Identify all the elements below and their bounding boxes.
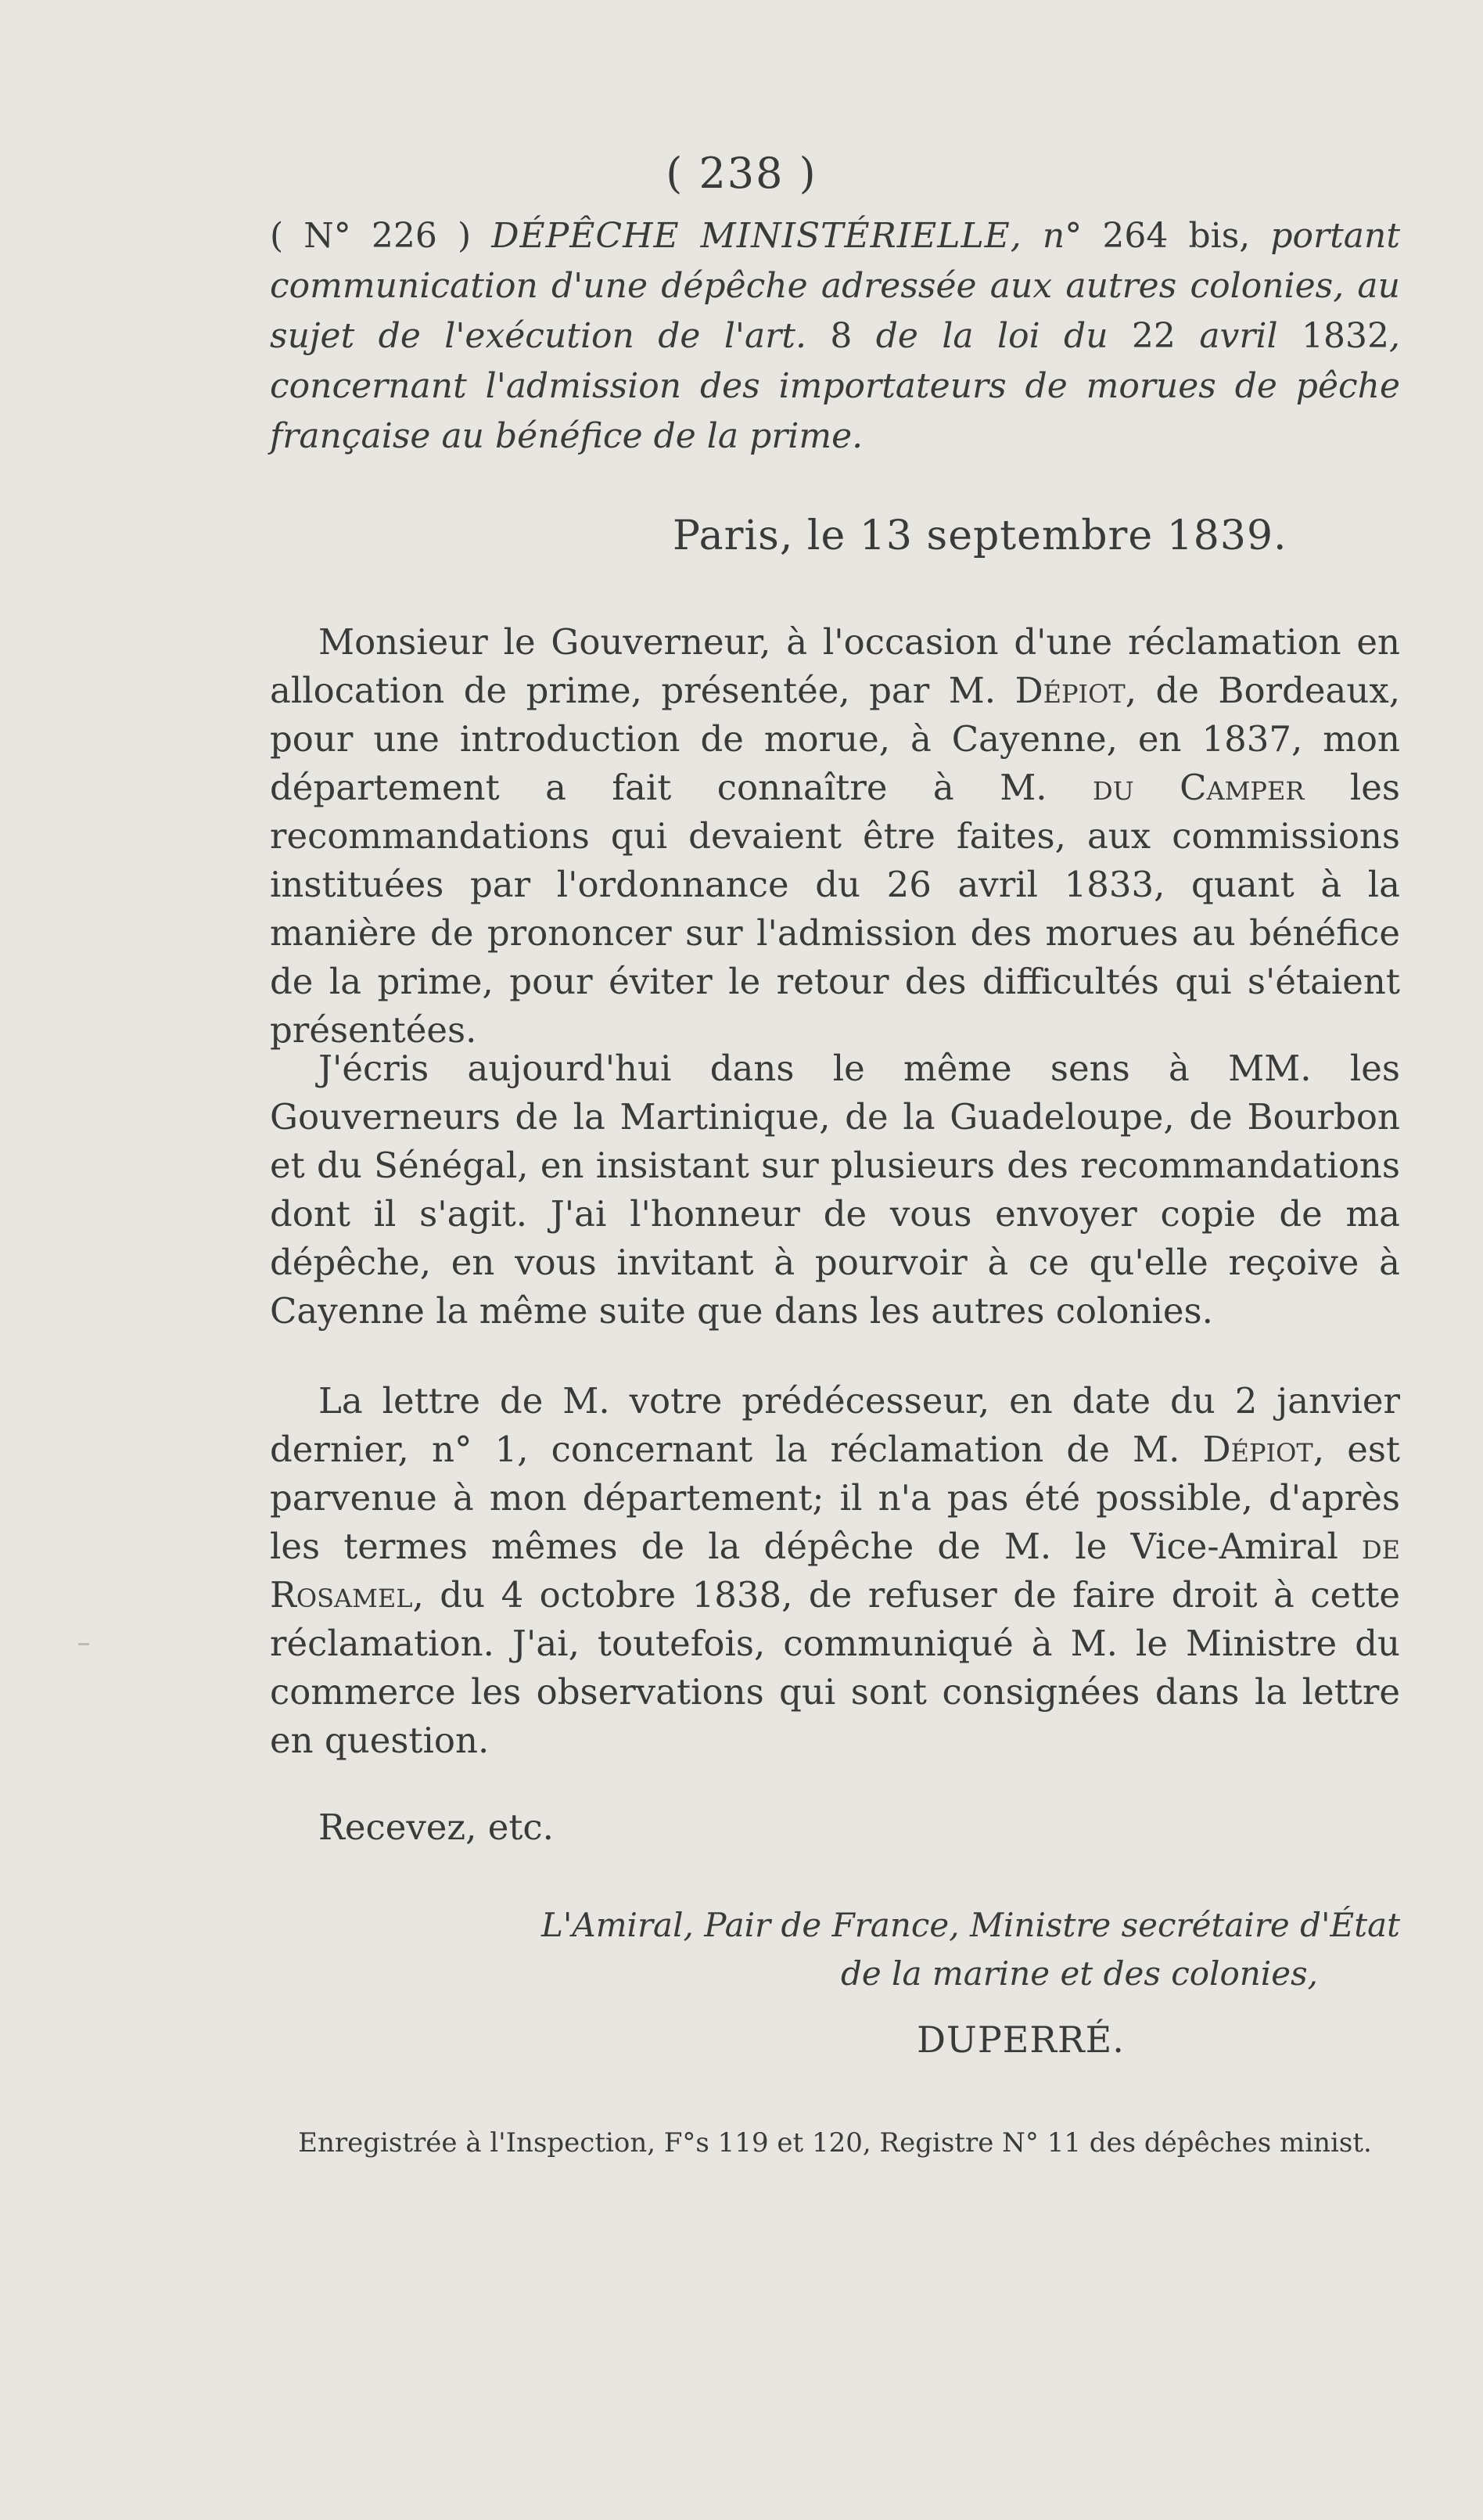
p3-text-c: , du 4 octobre 1838, de refuser de faire droit à cette réclamation. J'ai, toutefois, communiqué à M. le Ministre du commerce les observations qui sont consignées dans la lettre en question. [270,1574,1400,1761]
paragraph-1 [270,618,1400,1055]
margin-mark [78,1643,89,1645]
registration-note: Enregistrée à l'Inspection, F°s 119 et 120, Registre N° 11 des dépêches minist. [298,2127,1372,2159]
dispatch-heading [270,211,1400,462]
p1-text-c: les recommandations qui devaient être faites, aux commissions instituées par l'ordonnance du 26 avril 1833, quant à la manière de prononcer sur l'admission des morues au bénéfice de la prime, pour éviter le retour des difficultés qui s'étaient présentées. [270,767,1400,1051]
p1-text-a: Monsieur le Gouverneur, à l'occasion d'une réclamation en allocation de prime, présentée, par M. [270,621,1400,711]
law-day: 22 [1131,316,1176,356]
paragraph-3 [270,1377,1400,1765]
p1-text-b: , de Bordeaux, pour une introduction de morue, à Cayenne, en 1837, mon département a fait connaître à M. [270,670,1401,808]
heading-text-3: avril [1199,316,1278,356]
page-number: ( 238 ) [666,149,817,198]
ref-number: 264 bis, [1102,216,1251,256]
signatory-title-line-2: de la marine et des colonies, [840,1954,1318,1993]
heading-text: portant communication d'une dépêche adressée aux autres colonies, au sujet de l'exécution de l'art. [270,216,1401,356]
dispatch-number: ( N° 226 ) [270,216,472,256]
person-name-depiot-2: Dépiot [1202,1429,1313,1470]
signatory-name: DUPERRÉ. [917,2019,1125,2061]
person-name-de-rosamel: de Rosamel [270,1526,1400,1616]
dateline: Paris, le 13 septembre 1839. [673,512,1287,559]
article-number: 8 [830,316,853,356]
person-name-du-camper: du Camper [1093,767,1305,808]
p3-text-b: , est parvenue à mon département; il n'a pas été possible, d'après les termes mêmes de la dépêche de M. le Vice-Amiral [270,1429,1401,1567]
p3-text-a: La lettre de M. votre prédécesseur, en date du 2 janvier dernier, n° 1, concernant la réclamation de M. [270,1380,1400,1470]
heading-text-2: de la loi du [875,316,1108,356]
law-year: 1832 [1301,316,1389,356]
person-name-depiot: Dépiot [1014,670,1126,711]
paragraph-2: J'écris aujourd'hui dans le même sens à MM. les Gouverneurs de la Martinique, de la Guadeloupe, de Bourbon et du Sénégal, en insistant sur plusieurs des recommandations dont il s'agit. J'ai l'honneur de vous envoyer copie de ma dépêche, en vous invitant à pourvoir à ce qu'elle reçoive à Cayenne la même suite que dans les autres colonies. [270,1048,1400,1332]
signatory-title-line-1: L'Amiral, Pair de France, Ministre secrétaire d'État [540,1906,1400,1944]
dispatch-title: DÉPÊCHE MINISTÉRIELLE, [491,216,1022,256]
heading-text-4: , concernant l'admission des importateurs de morues de pêche française au bénéfice de la prime. [270,316,1400,456]
ref-label: n° [1042,216,1083,256]
closing-formula: Recevez, etc. [318,1806,554,1848]
signatory-title [270,1901,1400,1998]
